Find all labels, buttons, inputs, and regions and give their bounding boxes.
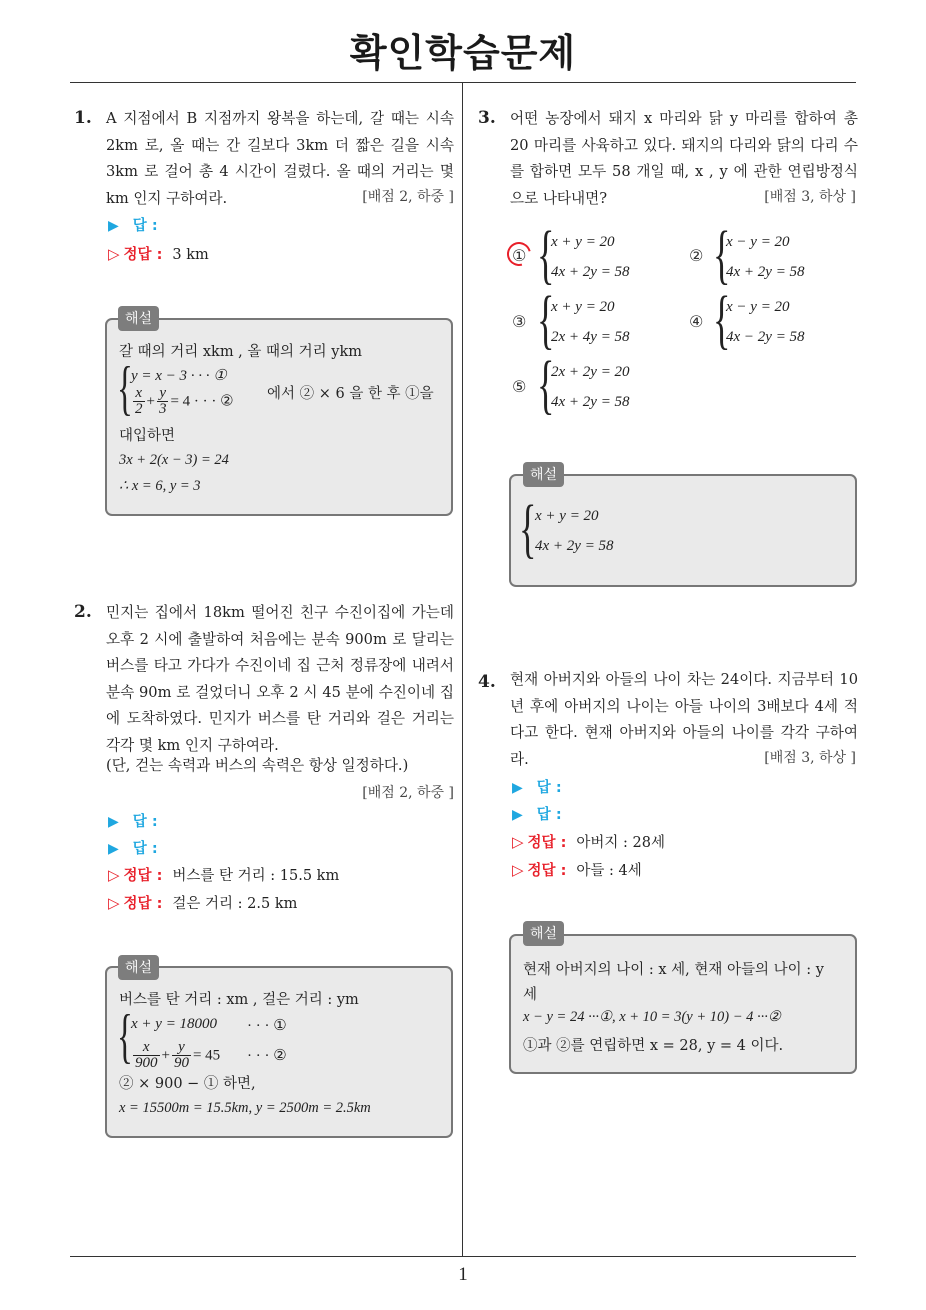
solution-line: 버스를 탄 거리 : xm , 걸은 거리 : ym (119, 992, 359, 1008)
answer-label: 답 : (132, 218, 158, 234)
solution-tag: 해설 (118, 955, 159, 980)
open-arrow-icon: ▷ (108, 245, 120, 263)
question-number: 1. (74, 108, 92, 128)
question-number: 3. (478, 108, 496, 128)
system-eq-1: y = x − 3 · · · ① (131, 368, 227, 384)
solution-line: ①과 ②를 연립하면 x = 28, y = 4 이다. (523, 1038, 784, 1054)
answer-line (512, 776, 562, 797)
solution-line: ∴ x = 6, y = 3 (119, 478, 201, 494)
question-text: A 지점에서 B 지점까지 왕복을 하는데, 갈 때는 시속 2km 로, 올 때는 간 길보다 3km 더 짧은 길을 시속 3km 로 걸어 총 4 시간이 걸렸다. 올 때의 거리는 몇 km 인지 구하여라. (106, 110, 454, 207)
question-text: 민지는 집에서 18km 떨어진 친구 수진이집에 가는데 오후 2 시에 출발하여 처음에는 분속 900m 로 달리는 버스를 타고 가다가 수진이네 집 근처 정류장에 내려서 분속 90m 로 걸었더니 오후 2 시 45 분에 수진이네 집에 도착하였다. 민지가 버스를 탄 거리와 걸은 거리는 각각 몇 km 인지 구하여라. (106, 604, 454, 754)
system-eq-1-mark: · · · ① (247, 1018, 287, 1034)
system-brace: { (537, 218, 555, 291)
option-eq-2: 4x + 2y = 58 (726, 264, 805, 280)
system-brace: { (117, 1003, 133, 1069)
correct-value: 아들 : 4세 (576, 863, 642, 879)
correct-label: 정답 : (123, 868, 163, 884)
option-eq-2: 2x + 4y = 58 (551, 329, 630, 345)
system-brace: { (537, 283, 555, 356)
option-mark: ① (512, 246, 527, 265)
solution-eq-2: 4x + 2y = 58 (535, 538, 614, 554)
question-note: (단, 걷는 속력과 버스의 속력은 항상 일정하다.) (106, 757, 409, 774)
option-mark: ④ (689, 312, 704, 331)
footer-rule (70, 1256, 856, 1257)
system-eq-1: x + y = 18000 (131, 1016, 218, 1032)
play-arrow-icon: ▶ (108, 218, 119, 234)
fraction: $\frac{y}{3}$ (158, 385, 167, 417)
score-label: [배점 3, 하상 ] (764, 750, 856, 766)
option-mark: ② (689, 246, 704, 265)
score-label: [배점 3, 하상 ] (764, 189, 856, 205)
solution-line: 3x + 2(x − 3) = 24 (119, 452, 229, 468)
system-brace: { (519, 492, 537, 565)
option-eq-2: 4x + 2y = 58 (551, 264, 630, 280)
option-eq-2: 4x + 2y = 58 (551, 394, 630, 410)
open-arrow-icon: ▷ (512, 833, 524, 851)
fraction: $\frac{y}{90}$ (173, 1039, 189, 1071)
question-text: 현재 아버지와 아들의 나이 차는 24이다. 지금부터 10 년 후에 아버지의 나이는 아들 나이의 3배보다 4세 적다고 한다. 현재 아버지와 아들의 나이를 각각 구하여라. (510, 671, 858, 768)
score-label: [배점 2, 하중 ] (362, 785, 454, 801)
correct-label: 정답 : (123, 896, 163, 912)
correct-answer-line (108, 892, 297, 913)
solution-tag: 해설 (523, 462, 564, 487)
option-eq-1: x − y = 20 (726, 299, 790, 315)
play-arrow-icon: ▶ (108, 814, 119, 830)
system-brace: { (537, 348, 555, 421)
option-eq-1: x + y = 20 (551, 299, 615, 315)
answer-line (108, 810, 158, 831)
score-label: [배점 2, 하중 ] (362, 189, 454, 205)
solution-line: 대입하면 (119, 428, 176, 444)
play-arrow-icon: ▶ (512, 780, 523, 796)
solution-box (509, 934, 857, 1074)
system-brace: { (117, 355, 133, 421)
solution-line: ② × 900 − ① 하면, (119, 1076, 256, 1092)
solution-eq-1: x + y = 20 (535, 508, 599, 524)
page-number: 1 (458, 1264, 468, 1285)
system-eq-2: $\frac{x}{900}$ + $\frac{y}{90}$ = 45 (135, 1039, 221, 1071)
column-divider (462, 83, 463, 1257)
header-rule (70, 82, 856, 83)
play-arrow-icon: ▶ (108, 841, 119, 857)
correct-value: 3 km (172, 247, 209, 263)
open-arrow-icon: ▷ (512, 861, 524, 879)
option-mark: ⑤ (512, 377, 527, 396)
option-eq-1: x + y = 20 (551, 234, 615, 250)
solution-line: 세 (523, 987, 538, 1003)
solution-line: 갈 때의 거리 xkm , 올 때의 거리 ykm (119, 344, 362, 360)
answer-label: 답 : (132, 841, 158, 857)
answer-line (108, 837, 158, 858)
answer-label: 답 : (132, 814, 158, 830)
question-number: 4. (478, 672, 496, 692)
question-text: 어떤 농장에서 돼지 x 마리와 닭 y 마리를 합하여 총 20 마리를 사육하고 있다. 돼지의 다리와 닭의 다리 수를 합하면 모두 58 개일 때, x , y 에 관한 연립방정식으로 나타내면? (510, 110, 858, 207)
play-arrow-icon: ▶ (512, 807, 523, 823)
option-eq-2: 4x − 2y = 58 (726, 329, 805, 345)
solution-side-text: 에서 ② × 6 을 한 후 ①을 (267, 386, 434, 402)
solution-box (509, 474, 857, 587)
answer-label: 답 : (536, 807, 562, 823)
solution-tag: 해설 (118, 306, 159, 331)
solution-line: x = 15500m = 15.5km, y = 2500m = 2.5km (119, 1100, 371, 1116)
solution-box (105, 318, 453, 516)
correct-answer-line (512, 831, 665, 852)
correct-value: 걸은 거리 : 2.5 km (172, 896, 298, 912)
system-brace: { (713, 283, 731, 356)
open-arrow-icon: ▷ (108, 894, 120, 912)
system-eq-2: $\frac{x}{2}$ + $\frac{y}{3}$ = 4 · · · ② (135, 385, 234, 417)
system-eq-2-mark: · · · ② (247, 1048, 287, 1064)
option-eq-1: 2x + 2y = 20 (551, 364, 630, 380)
answer-label: 답 : (536, 780, 562, 796)
solution-box (105, 966, 453, 1138)
correct-label: 정답 : (527, 835, 567, 851)
correct-answer-line (512, 859, 642, 880)
solution-line: x − y = 24 ···①, x + 10 = 3(y + 10) − 4 ···② (523, 1009, 781, 1025)
correct-value: 버스를 탄 거리 : 15.5 km (172, 868, 340, 884)
open-arrow-icon: ▷ (108, 866, 120, 884)
solution-tag: 해설 (523, 921, 564, 946)
fraction: $\frac{x}{2}$ (135, 385, 143, 417)
fraction: $\frac{x}{900}$ (135, 1039, 158, 1071)
answer-line (108, 214, 158, 235)
page-title: 확인학습문제 (349, 31, 577, 75)
system-brace: { (713, 218, 731, 291)
option-mark: ③ (512, 312, 527, 331)
answer-line (512, 803, 562, 824)
correct-label: 정답 : (527, 863, 567, 879)
correct-label: 정답 : (123, 247, 163, 263)
option-eq-1: x − y = 20 (726, 234, 790, 250)
correct-value: 아버지 : 28세 (576, 835, 666, 851)
question-number: 2. (74, 602, 92, 622)
correct-answer-line (108, 864, 339, 885)
solution-line: 현재 아버지의 나이 : x 세, 현재 아들의 나이 : y (523, 962, 824, 978)
correct-answer-line (108, 243, 209, 264)
